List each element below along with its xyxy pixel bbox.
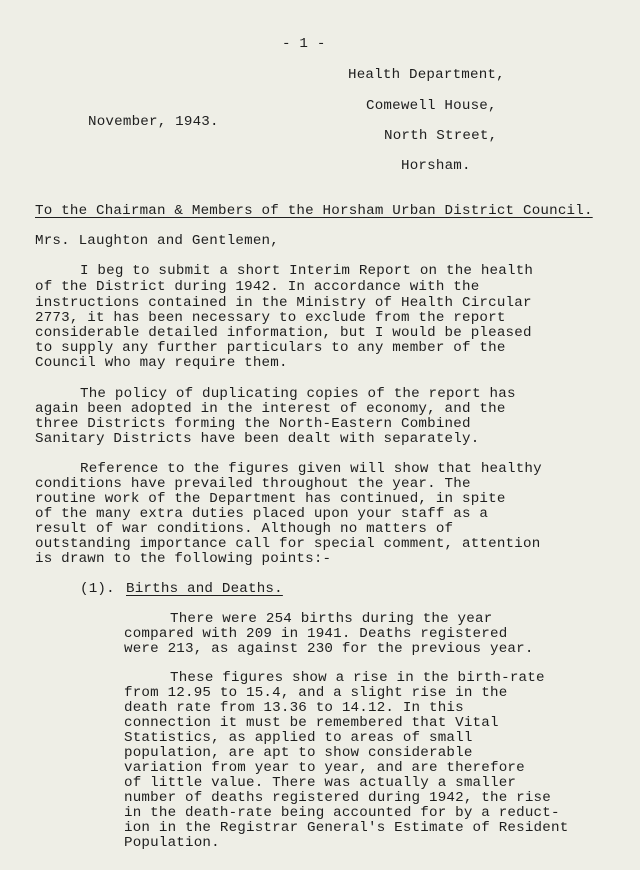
text-line: These figures show a rise in the birth-rate [170, 670, 545, 686]
text-line: population, are apt to show considerable [124, 745, 473, 761]
text-line: from 12.95 to 15.4, and a slight rise in the [124, 685, 508, 701]
address-line: North Street, [384, 128, 498, 144]
address-line: Horsham. [401, 158, 471, 174]
text-line: again been adopted in the interest of economy, and the [35, 401, 506, 417]
address-line: Comewell House, [366, 98, 497, 114]
text-line: ion in the Registrar General's Estimate of Resident [124, 820, 569, 836]
text-line: number of deaths registered during 1942, the rise [124, 790, 551, 806]
section-number: (1). [80, 581, 115, 597]
text-line: in the death-rate being accounted for by a reduct- [124, 805, 560, 821]
salutation: Mrs. Laughton and Gentlemen, [35, 233, 279, 249]
section-title: Births and Deaths. [126, 581, 283, 597]
addressee-heading: To the Chairman & Members of the Horsham Urban District Council. [35, 203, 593, 219]
page-number: - 1 - [282, 36, 326, 52]
text-line: Population. [124, 835, 220, 851]
text-line: death rate from 13.36 to 14.12. In this [124, 700, 464, 716]
text-line: of the many extra duties placed upon your staff as a [35, 506, 489, 522]
text-line: instructions contained in the Ministry of Health Circular [35, 295, 532, 311]
text-line: compared with 209 in 1941. Deaths registered [124, 626, 508, 642]
letter-date: November, 1943. [88, 114, 219, 130]
text-line: Sanitary Districts have been dealt with separately. [35, 431, 480, 447]
text-line: to supply any further particulars to any member of the [35, 340, 506, 356]
text-line: result of war conditions. Although no matters of [35, 521, 454, 537]
text-line: There were 254 births during the year [170, 611, 493, 627]
text-line: of little value. There was actually a smaller [124, 775, 517, 791]
text-line: conditions have prevailed throughout the year. The [35, 476, 471, 492]
text-line: 2773, it has been necessary to exclude from the report [35, 310, 506, 326]
text-line: routine work of the Department has continued, in spite [35, 491, 506, 507]
text-line: Council who may require them. [35, 355, 288, 371]
text-line: connection it must be remembered that Vital [124, 715, 499, 731]
text-line: considerable detailed information, but I would be pleased [35, 325, 532, 341]
text-line: three Districts forming the North-Eastern Combined [35, 416, 471, 432]
text-line: Reference to the figures given will show that healthy [80, 461, 542, 477]
text-line: variation from year to year, and are therefore [124, 760, 525, 776]
text-line: of the District during 1942. In accordance with the [35, 279, 480, 295]
text-line: were 213, as against 230 for the previous year. [124, 641, 534, 657]
text-line: I beg to submit a short Interim Report on the health [80, 263, 534, 279]
text-line: is drawn to the following points:- [35, 551, 332, 567]
text-line: outstanding importance call for special comment, attention [35, 536, 541, 552]
text-line: The policy of duplicating copies of the report has [80, 386, 516, 402]
text-line: Statistics, as applied to areas of small [124, 730, 473, 746]
address-line: Health Department, [348, 67, 505, 83]
